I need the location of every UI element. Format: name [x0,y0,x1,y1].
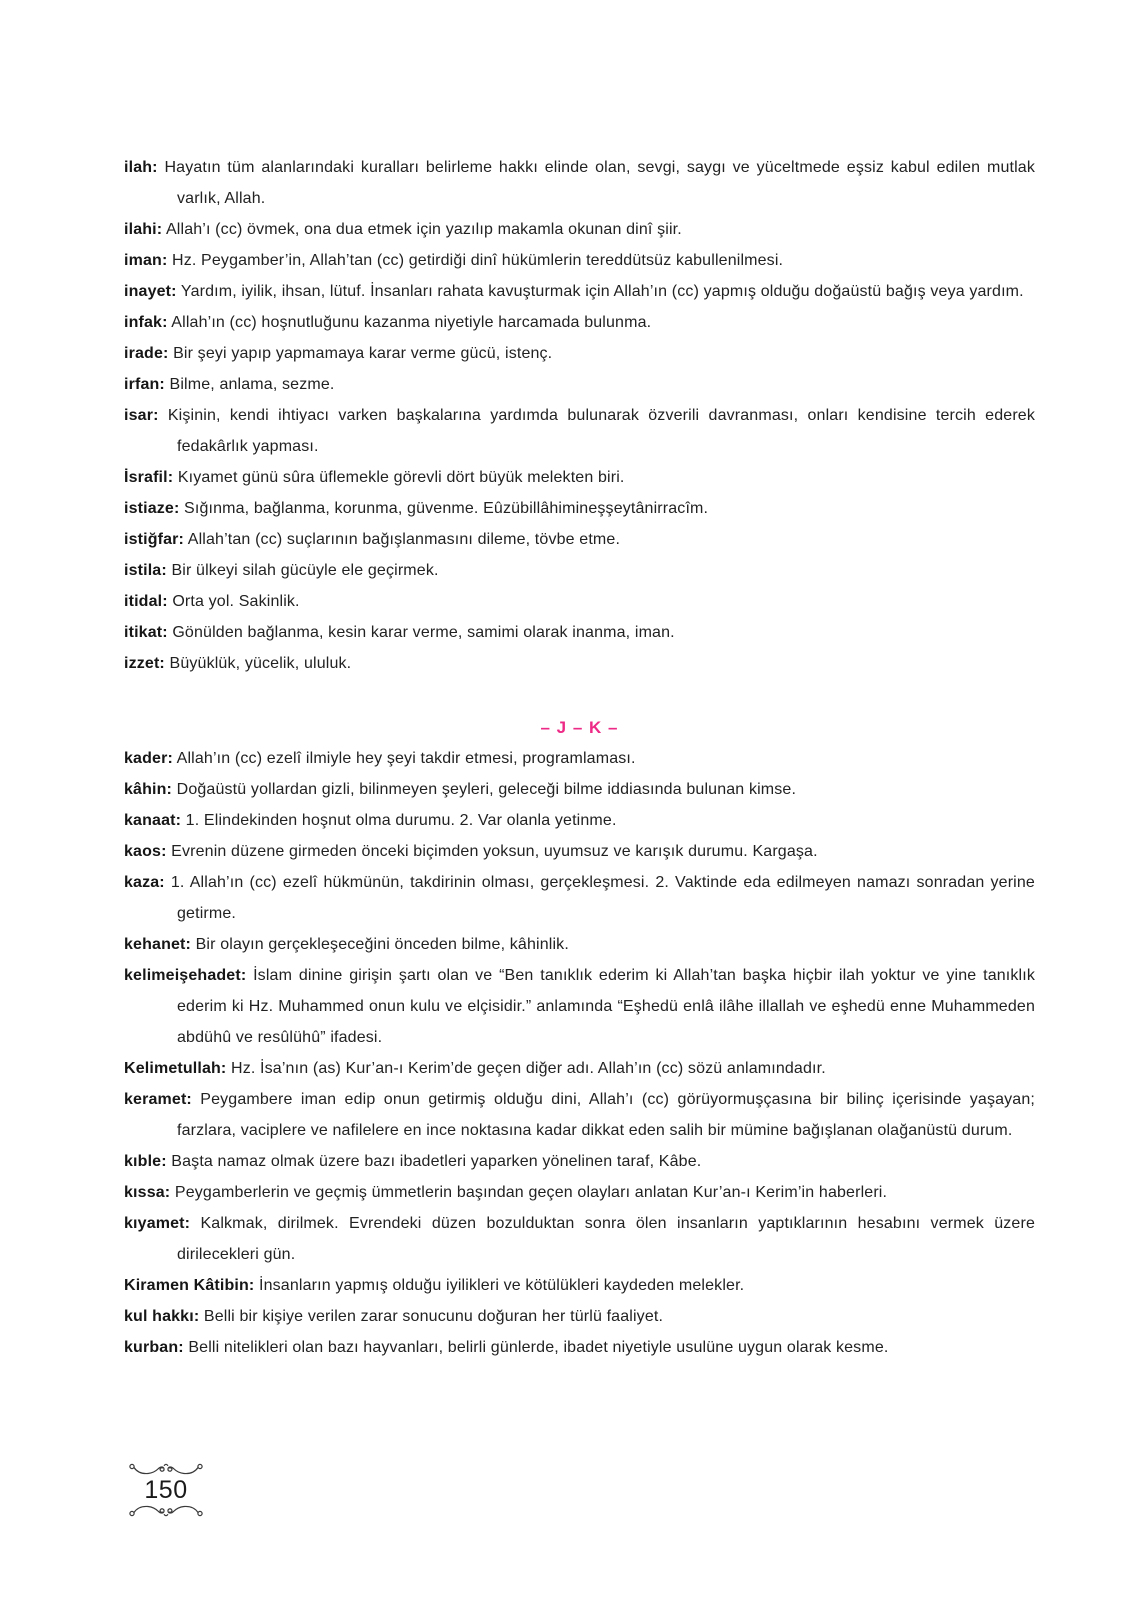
glossary-content [124,152,1035,1363]
glossary-entry: istiğfar: Allah’tan (cc) suçlarının bağışlanmasını dileme, tövbe etme. [124,531,621,548]
glossary-list-i [124,152,1035,679]
entry-term: kıyamet: [124,1215,191,1232]
entry-term: istiğfar: [124,531,185,548]
entry-term: kurban: [124,1339,184,1356]
entry-term: kıble: [124,1153,167,1170]
glossary-entry: Kiramen Kâtibin: İnsanların yapmış olduğu iyilikleri ve kötülükleri kaydeden melekler. [124,1277,745,1294]
entry-term: Kelimetullah: [124,1060,227,1077]
entry-term: inayet: [124,283,177,300]
flourish-bottom-icon [128,1503,204,1518]
entry-term: İsrafil: [124,469,174,486]
glossary-entry: kaza: 1. Allah’ın (cc) ezelî hükmünün, takdirinin olması, gerçekleşmesi. 2. Vaktinde eda edilmeyen namazı sonradan yerine getirme. [124,874,1035,922]
entry-term: kul hakkı: [124,1308,200,1325]
glossary-entry: inayet: Yardım, iyilik, ihsan, lütuf. İnsanları rahata kavuşturmak için Allah’ın (cc) yapmış olduğu doğaüstü bağış veya yardım. [124,283,1024,300]
flourish-top-icon [128,1462,204,1477]
glossary-entry: Kelimetullah: Hz. İsa’nın (as) Kur’an-ı Kerim’de geçen diğer adı. Allah’ın (cc) sözü anlamındadır. [124,1060,826,1077]
entry-term: isar: [124,407,159,424]
entry-term: kader: [124,750,173,767]
entry-term: infak: [124,314,168,331]
entry-term: irade: [124,345,169,362]
entry-term: kaos: [124,843,167,860]
entry-term: kıssa: [124,1184,171,1201]
section-header-j-k: – J – K – [540,718,619,737]
glossary-entry: kâhin: Doğaüstü yollardan gizli, bilinmeyen şeyleri, geleceği bilme iddiasında bulunan kimse. [124,781,797,798]
glossary-entry: kelimeişehadet: İslam dinine girişin şartı olan ve “Ben tanıklık ederim ki Allah’tan başka hiçbir ilah yoktur ve yine tanıklık ederim ki Hz. Muhammed onun kulu ve elçisidir.” anlamında “Eşhedü enlâ ilâhe illallah ve eşhedü enne Muhammeden abdühû ve resûlühû” ifadesi. [124,967,1035,1046]
glossary-entry: kader: Allah’ın (cc) ezelî ilmiyle hey şeyi takdir etmesi, programlaması. [124,750,636,767]
glossary-entry: infak: Allah’ın (cc) hoşnutluğunu kazanma niyetiyle harcamada bulunma. [124,314,652,331]
glossary-entry: kaos: Evrenin düzene girmeden önceki biçimden yoksun, uyumsuz ve karışık durumu. Kargaşa. [124,843,818,860]
entry-term: itidal: [124,593,168,610]
entry-term: iman: [124,252,168,269]
glossary-entry: kıssa: Peygamberlerin ve geçmiş ümmetlerin başından geçen olayları anlatan Kur’an-ı Kerim’in haberleri. [124,1184,888,1201]
glossary-entry: kul hakkı: Belli bir kişiye verilen zarar sonucunu doğuran her türlü faaliyet. [124,1308,664,1325]
glossary-entry: kanaat: 1. Elindekinden hoşnut olma durumu. 2. Var olanla yetinme. [124,812,617,829]
glossary-entry: iman: Hz. Peygamber’in, Allah’tan (cc) getirdiği dinî hükümlerin tereddütsüz kabullenilmesi. [124,252,784,269]
entry-term: kehanet: [124,936,191,953]
glossary-entry: kıble: Başta namaz olmak üzere bazı ibadetleri yaparken yönelinen taraf, Kâbe. [124,1153,702,1170]
glossary-entry: İsrafil: Kıyamet günü sûra üflemekle görevli dört büyük melekten biri. [124,469,625,486]
entry-term: itikat: [124,624,168,641]
page-number: 150 [144,1476,188,1504]
glossary-list-jk [124,743,1035,1363]
glossary-entry: ilah: Hayatın tüm alanlarındaki kuralları belirleme hakkı elinde olan, sevgi, saygı ve yüceltmede eşsiz kabul edilen mutlak varlık, Allah. [124,159,1035,207]
entry-term: ilah: [124,159,158,176]
glossary-entry: isar: Kişinin, kendi ihtiyacı varken başkalarına yardımda bulunarak özverili davranması, onları kendisine tercih ederek fedakârlık yapması. [124,407,1035,455]
entry-term: keramet: [124,1091,192,1108]
entry-term: Kiramen Kâtibin: [124,1277,255,1294]
entry-term: istila: [124,562,167,579]
entry-term: kelimeişehadet: [124,967,247,984]
entry-term: izzet: [124,655,165,672]
entry-term: irfan: [124,376,165,393]
glossary-entry: ilahi: Allah’ı (cc) övmek, ona dua etmek için yazılıp makamla okunan dinî şiir. [124,221,682,238]
glossary-entry: itidal: Orta yol. Sakinlik. [124,593,300,610]
glossary-entry: itikat: Gönülden bağlanma, kesin karar verme, samimi olarak inanma, iman. [124,624,675,641]
glossary-entry: istiaze: Sığınma, bağlanma, korunma, güvenme. Eûzübillâhimineşşeytânirracîm. [124,500,709,517]
entry-term: istiaze: [124,500,180,517]
entry-term: ilahi: [124,221,163,238]
glossary-entry: irade: Bir şeyi yapıp yapmamaya karar verme gücü, istenç. [124,345,553,362]
entry-term: kâhin: [124,781,173,798]
entry-term: kanaat: [124,812,182,829]
glossary-entry: kurban: Belli nitelikleri olan bazı hayvanları, belirli günlerde, ibadet niyetiyle usulüne uygun olarak kesme. [124,1339,889,1356]
glossary-entry: izzet: Büyüklük, yücelik, ululuk. [124,655,352,672]
entry-term: kaza: [124,874,165,891]
glossary-entry: irfan: Bilme, anlama, sezme. [124,376,335,393]
glossary-entry: kıyamet: Kalkmak, dirilmek. Evrendeki düzen bozulduktan sonra ölen insanların yaptıklarının hesabını vermek üzere dirilecekleri gün. [124,1215,1035,1263]
glossary-entry: kehanet: Bir olayın gerçekleşeceğini önceden bilme, kâhinlik. [124,936,569,953]
glossary-entry: istila: Bir ülkeyi silah gücüyle ele geçirmek. [124,562,439,579]
glossary-entry: keramet: Peygambere iman edip onun getirmiş olduğu dini, Allah’ı (cc) görüyormuşçasına bir bilinç içerisinde yaşayan; farzlara, vaciplere ve nafilelere en ince noktasına kadar dikkat eden salih bir mümine bağışlanan olağanüstü durum. [124,1091,1035,1139]
page-number-ornament [126,1462,206,1518]
